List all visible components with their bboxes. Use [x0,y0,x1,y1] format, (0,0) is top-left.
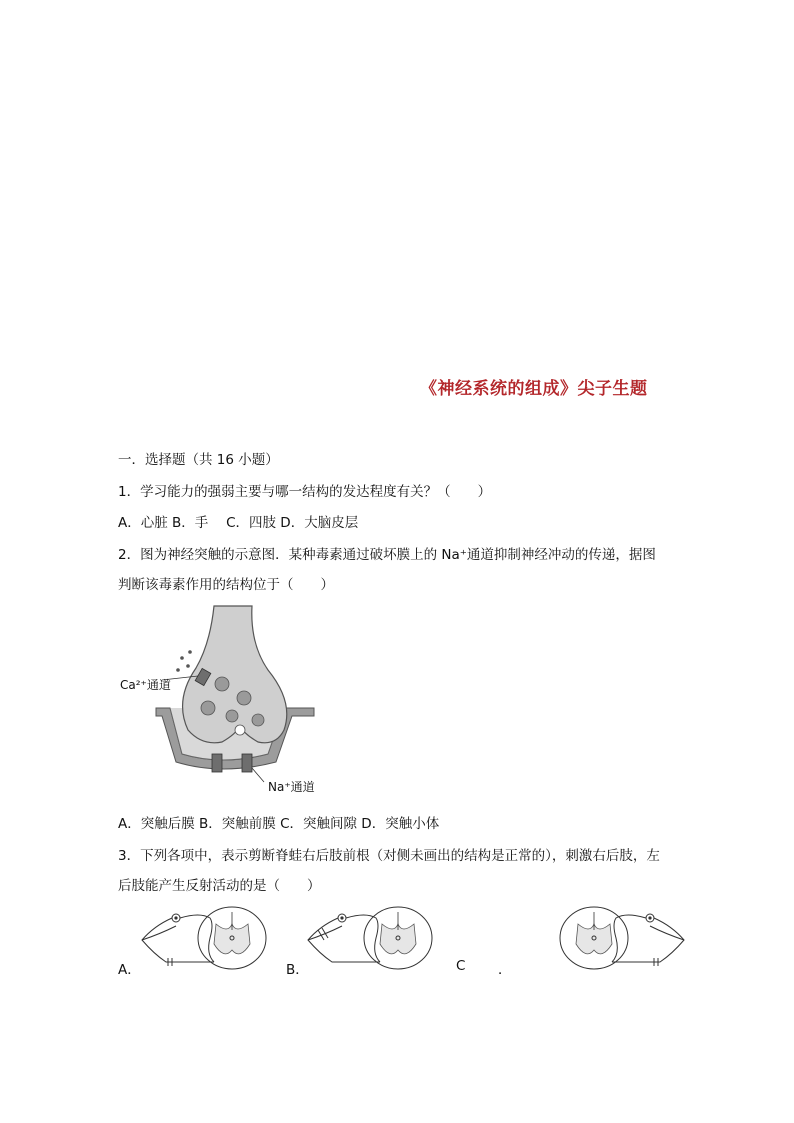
synapse-diagram [118,604,328,800]
ca-channel-label: Ca²⁺通道 [120,678,171,692]
question-3-option-a: A． [118,962,141,978]
question-1-options: A．心脏 B．手 C．四肢 D．大脑皮层 [118,515,359,531]
question-3-option-c: C [456,958,466,974]
question-3-option-b: B． [286,962,309,978]
question-2-stem-line2: 判断该毒素作用的结构位于（ ） [118,577,334,593]
question-3-stem-line1: 3．下列各项中，表示剪断脊蛙右后肢前根（对侧未画出的结构是正常的），刺激右后肢，左 [118,848,660,864]
question-3-stem-line2: 后肢能产生反射活动的是（ ） [118,878,321,894]
question-1-stem: 1．学习能力的强弱主要与哪一结构的发达程度有关？（ ） [118,484,492,500]
question-3-option-c-dot: ． [498,962,512,978]
question-2-stem-line1: 2．图为神经突触的示意图．某种毒素通过破坏膜上的 Na⁺通道抑制神经冲动的传递，据图 [118,547,656,563]
spinal-diagram-c [550,904,686,974]
section-heading: 一．选择题（共 16 小题） [118,452,279,468]
page-title: 《神经系统的组成》尖子生题 [420,379,648,399]
question-2-options: A．突触后膜 B．突触前膜 C．突触间隙 D．突触小体 [118,816,440,832]
spinal-diagram-a [140,904,270,974]
na-channel-label: Na⁺通道 [268,780,315,794]
spinal-diagram-b [306,904,436,974]
